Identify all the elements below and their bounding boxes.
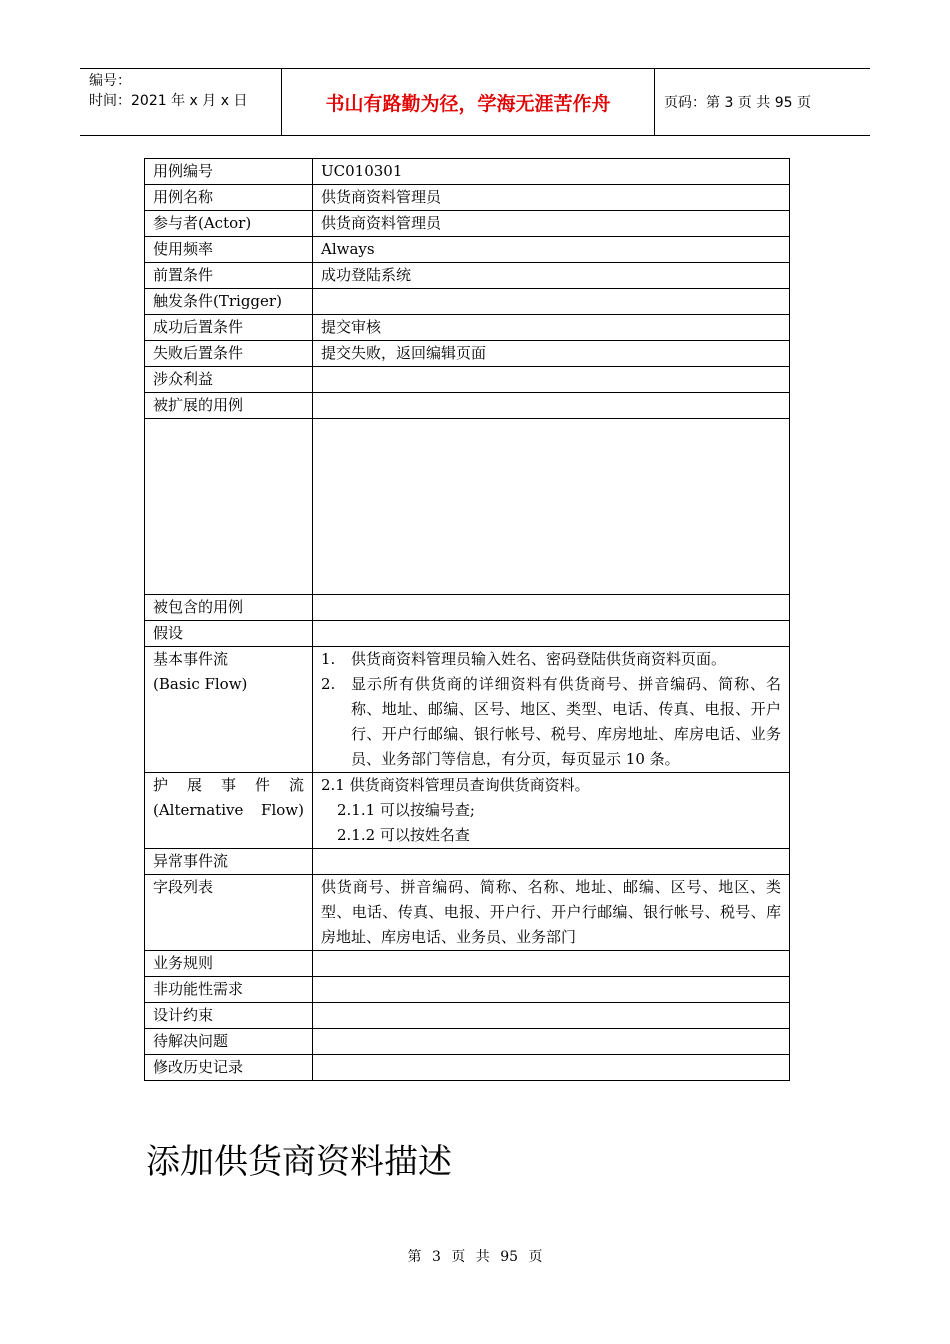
row-key: 设计约束 — [145, 1003, 313, 1029]
row-value — [313, 1029, 790, 1055]
row-key: 失败后置条件 — [145, 341, 313, 367]
fields-value: 供货商号、拼音编码、简称、名称、地址、邮编、区号、地区、类型、电话、传真、电报、开户行、开户行邮编、银行帐号、税号、库房地址、库房电话、业务员、业务部门 — [313, 875, 790, 951]
row-key: 成功后置条件 — [145, 315, 313, 341]
row-value — [313, 621, 790, 647]
table-row — [145, 315, 790, 341]
basic-flow-list — [321, 647, 781, 772]
row-key: 前置条件 — [145, 263, 313, 289]
list-item-number: 1. — [321, 650, 336, 668]
row-value — [313, 595, 790, 621]
list-item-number: 2. — [321, 675, 336, 693]
basic-flow-key — [145, 647, 313, 773]
row-key: 用例编号 — [145, 159, 313, 185]
row-key: 字段列表 — [145, 875, 313, 951]
page-header — [80, 68, 870, 136]
row-value — [313, 849, 790, 875]
row-value: 提交审核 — [313, 315, 790, 341]
header-meta — [89, 71, 247, 111]
list-item — [321, 672, 781, 772]
row-value: 供货商资料管理员 — [313, 185, 790, 211]
row-value: Always — [313, 237, 790, 263]
section-heading: 添加供货商资料描述 — [146, 1142, 452, 1182]
table-row — [145, 185, 790, 211]
table-row — [145, 367, 790, 393]
row-key: 异常事件流 — [145, 849, 313, 875]
row-key — [145, 419, 313, 595]
table-row — [145, 951, 790, 977]
list-item-text: 显示所有供货商的详细资料有供货商号、拼音编码、简称、名称、地址、邮编、区号、地区、类型、电话、传真、电报、开户行、开户行邮编、银行帐号、税号、库房地址、库房电话、业务员、业务部门等信息，有分页，每页显示 10 条。 — [351, 675, 781, 768]
use-case-table — [144, 158, 790, 1081]
header-divider — [654, 69, 655, 135]
row-value — [313, 393, 790, 419]
table-row — [145, 621, 790, 647]
row-key: 涉众利益 — [145, 367, 313, 393]
row-value: 供货商资料管理员 — [313, 211, 790, 237]
page-footer: 第 3 页 共 95 页 — [407, 1249, 543, 1265]
table-row — [145, 341, 790, 367]
row-key: 假设 — [145, 621, 313, 647]
basic-flow-key-line2: (Basic Flow) — [153, 675, 248, 693]
row-key: 被扩展的用例 — [145, 393, 313, 419]
table-row — [145, 1003, 790, 1029]
row-key: 触发条件(Trigger) — [145, 289, 313, 315]
row-value — [313, 977, 790, 1003]
alt-flow-key-line2: (Alternative Flow) — [153, 801, 304, 819]
table-row — [145, 159, 790, 185]
header-page-number: 页码：第 3 页 共 95 页 — [664, 95, 811, 111]
alt-flow-line: 2.1 供货商资料管理员查询供货商资料。 — [321, 776, 590, 794]
row-value — [313, 419, 790, 595]
table-row — [145, 1029, 790, 1055]
row-value — [313, 951, 790, 977]
row-value: 提交失败，返回编辑页面 — [313, 341, 790, 367]
number-label: 编号： — [89, 73, 131, 89]
list-item — [321, 647, 781, 672]
table-row — [145, 977, 790, 1003]
row-key: 使用频率 — [145, 237, 313, 263]
row-value — [313, 289, 790, 315]
table-row — [145, 1055, 790, 1081]
table-row — [145, 211, 790, 237]
header-motto: 书山有路勤为径，学海无涯苦作舟 — [325, 92, 611, 115]
row-value: UC010301 — [313, 159, 790, 185]
row-key: 非功能性需求 — [145, 977, 313, 1003]
row-key: 被包含的用例 — [145, 595, 313, 621]
table-row — [145, 595, 790, 621]
alt-flow-row — [145, 773, 790, 849]
basic-flow-row — [145, 647, 790, 773]
table-row — [145, 393, 790, 419]
table-row — [145, 849, 790, 875]
alt-flow-key — [145, 773, 313, 849]
table-row — [145, 263, 790, 289]
table-row-blank — [145, 419, 790, 595]
row-value — [313, 1055, 790, 1081]
basic-flow-value — [313, 647, 790, 773]
alt-flow-subline: 2.1.1 可以按编号查; — [337, 801, 475, 819]
time-label: 时间：2021 年 x 月 x 日 — [89, 93, 248, 109]
row-key: 待解决问题 — [145, 1029, 313, 1055]
alt-flow-key-line1: 护展事件流 — [153, 776, 304, 794]
basic-flow-key-line1: 基本事件流 — [153, 650, 229, 668]
row-value: 成功登陆系统 — [313, 263, 790, 289]
list-item-text: 供货商资料管理员输入姓名、密码登陆供货商资料页面。 — [351, 650, 727, 668]
row-key: 业务规则 — [145, 951, 313, 977]
row-key: 用例名称 — [145, 185, 313, 211]
row-value — [313, 1003, 790, 1029]
fields-row — [145, 875, 790, 951]
row-key: 修改历史记录 — [145, 1055, 313, 1081]
table-row — [145, 289, 790, 315]
row-key: 参与者(Actor) — [145, 211, 313, 237]
row-value — [313, 367, 790, 393]
table-row — [145, 237, 790, 263]
alt-flow-value — [313, 773, 790, 849]
alt-flow-subline: 2.1.2 可以按姓名查 — [337, 826, 470, 844]
